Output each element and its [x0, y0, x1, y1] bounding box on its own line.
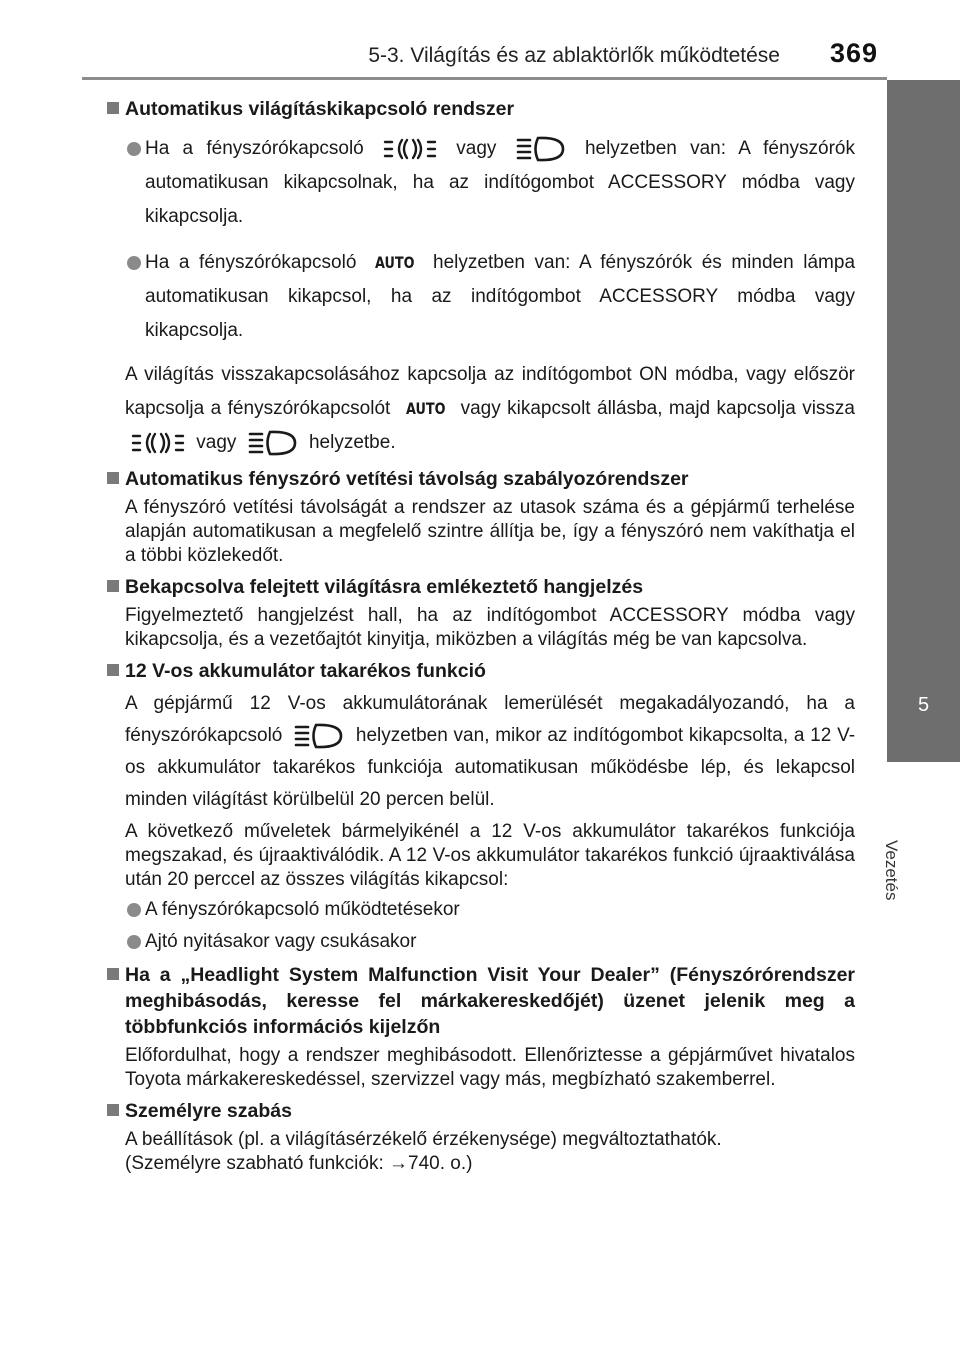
header-divider: [82, 77, 887, 80]
bullet-dot-icon: [127, 903, 141, 917]
section-marker-icon: [107, 580, 119, 592]
section-marker-icon: [107, 1104, 119, 1116]
paragraph-text: helyzetbe.: [308, 432, 396, 453]
paragraph: [125, 358, 855, 460]
side-tab-number-box: [887, 680, 960, 762]
headlight-icon: [516, 135, 566, 163]
bullet-dot-icon: [127, 142, 141, 156]
section-customization: [105, 1098, 855, 1176]
section-auto-off: [105, 96, 855, 460]
paragraph: A fényszóró vetítési távolságát a rendszer az utasok száma és a gépjármű terhelése alapján automatikusan a megfelelő szintre állítja be, így a fényszóró nem vakíthatja el a többi közlekedőt.: [125, 497, 855, 566]
bullet-dot-icon: [127, 256, 141, 270]
section-title: Személyre szabás: [125, 1100, 292, 1122]
page-content: [105, 90, 855, 1176]
section-title: Automatikus fényszóró vetítési távolság szabályozórendszer: [125, 468, 689, 490]
bullet-item: [125, 930, 855, 954]
bullet-text: helyzetben van: A fényszórók automatikusan kikapcsolnak, ha az indítógombot ACCESSORY módba vagy kikapcsolja.: [145, 138, 856, 227]
bullet-text: A fényszórókapcsoló működtetésekor: [145, 899, 460, 920]
paragraph: A beállítások (pl. a világításérzékelő érzékenysége) megváltoztathatók.: [125, 1129, 722, 1150]
page-number: 369: [829, 38, 878, 68]
section-leveling: [105, 466, 855, 568]
section-marker-icon: [107, 102, 119, 114]
section-title: Automatikus világításkikapcsoló rendszer: [125, 98, 515, 120]
headlight-icon: [294, 722, 344, 750]
paragraph-text: vagy: [196, 432, 237, 453]
bullet-text: vagy: [456, 138, 497, 159]
paragraph: Előfordulhat, hogy a rendszer meghibásodott. Ellenőriztesse a gépjárművet hivatalos Toyota márkakereskedéssel, szervizzel vagy más, megbízható szakemberrel.: [125, 1045, 855, 1090]
headlight-icon: [248, 429, 298, 457]
side-tab-number: 5: [917, 694, 930, 716]
page-header: [0, 0, 960, 80]
section-title: Bekapcsolva felejtett világításra emlékeztető hangjelzés: [125, 576, 644, 598]
side-tab-label-text: Vezetés: [882, 840, 901, 901]
section-title: Ha a „Headlight System Malfunction Visit Your Dealer” (Fényszórórendszer meghibásodás, keresse fel márkakereskedőjét) üzenet jelenik meg a többfunkciós információs kijelzőn: [125, 964, 855, 1038]
paragraph-text: helyzetben van, mikor az indítógombot kikapcsolta, a 12 V-os akkumulátor takarékos funkciója automatikusan működésbe lép, és lekapcsol minden világítást körülbelül 20 percen belül.: [125, 725, 856, 810]
bullet-item: [125, 132, 855, 234]
paragraph: A következő műveletek bármelyikénél a 12 V-os akkumulátor takarékos funkciója megszakad, és újraaktiválódik. A 12 V-os akkumulátor takarékos funkció újraaktiválása után 20 perccel az összes világítás kikapcsol:: [125, 821, 855, 890]
paragraph: [125, 688, 855, 816]
chapter-title: 5-3. Világítás és az ablaktörlők működtetése: [368, 44, 780, 67]
section-marker-icon: [107, 664, 119, 676]
section-reminder-buzzer: [105, 574, 855, 652]
tail-light-icon: [383, 137, 437, 161]
section-battery-saver: [105, 658, 855, 954]
paragraph-text: vagy kikapcsolt állásba, majd kapcsolja vissza: [460, 398, 855, 419]
side-tab-bar: [887, 80, 960, 680]
auto-position-icon: AUTO: [374, 253, 415, 272]
bullet-text: helyzetben van: A fényszórók és minden lámpa automatikusan kikapcsol, ha az indítógombot ACCESSORY módba vagy kikapcsolja.: [145, 252, 856, 341]
paragraph: Figyelmeztető hangjelzést hall, ha az indítógombot ACCESSORY módba vagy kikapcsolja, és a vezetőajtót kinyitja, miközben a világítás még be van kapcsolva.: [125, 605, 855, 650]
section-title: 12 V-os akkumulátor takarékos funkció: [125, 660, 486, 682]
bullet-item: [125, 246, 855, 348]
section-marker-icon: [107, 472, 119, 484]
tail-light-icon: [131, 431, 185, 455]
bullet-text: Ajtó nyitásakor vagy csukásakor: [145, 931, 417, 952]
bullet-text: Ha a fényszórókapcsoló: [145, 138, 364, 159]
bullet-text: Ha a fényszórókapcsoló: [145, 252, 357, 273]
paragraph-text: A gépjármű 12 V-os akkumulátorának lemerülését megakadályozandó, ha a fényszórókapcsoló: [125, 693, 855, 746]
side-tab-label: [882, 770, 960, 901]
auto-position-icon: AUTO: [405, 399, 446, 418]
bullet-item: [125, 898, 855, 922]
paragraph-text: A világítás visszakapcsolásához kapcsolja az indítógombot ON módba, vagy először kapcsolja a fényszórókapcsolót: [125, 364, 855, 419]
section-malfunction-message: [105, 962, 855, 1092]
section-marker-icon: [107, 968, 119, 980]
cross-reference: (Személyre szabható funkciók: →740. o.): [125, 1153, 473, 1174]
bullet-dot-icon: [127, 935, 141, 949]
